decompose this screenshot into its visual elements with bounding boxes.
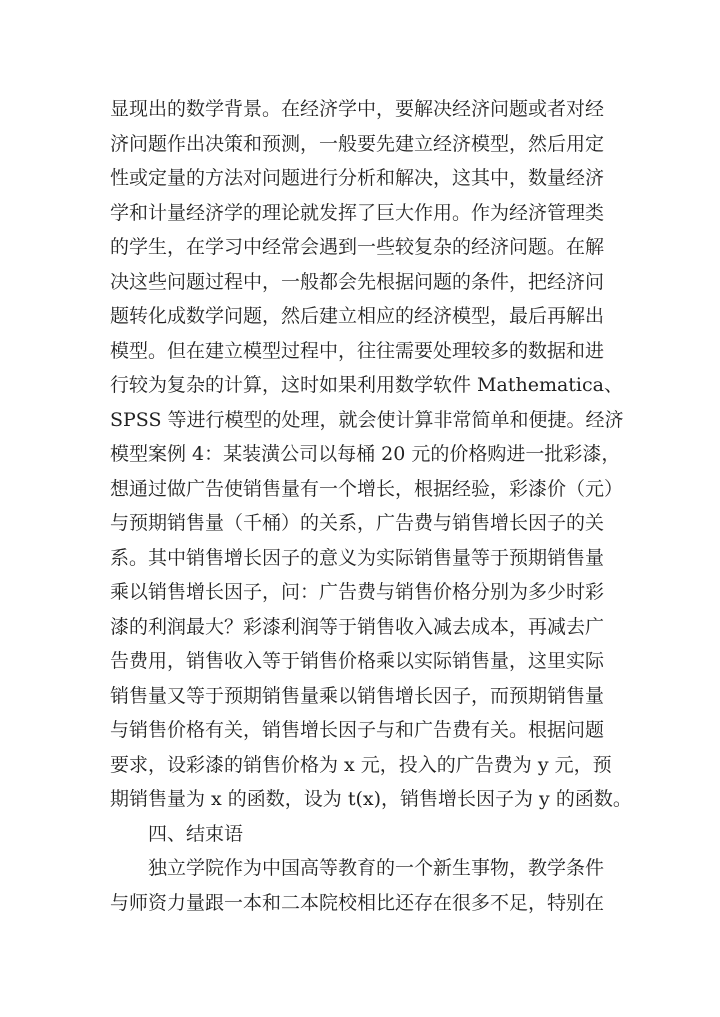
- conclusion-line: 独立学院作为中国高等教育的一个新生事物，教学条件: [148, 857, 605, 879]
- text-line: 模型案例 4：某装潢公司以每桶 20 元的价格购进一批彩漆，: [110, 443, 621, 465]
- text-line: 乘以销售增长因子，问：广告费与销售价格分别为多少时彩: [110, 581, 605, 603]
- text-line: 要求，设彩漆的销售价格为 x 元，投入的广告费为 y 元，预: [110, 753, 612, 776]
- text-line: 销售量又等于预期销售量乘以销售增长因子，而预期销售量: [110, 684, 605, 707]
- text-line: 行较为复杂的计算，这时如果利用数学软件 Mathematica、: [110, 374, 623, 396]
- text-line: 的学生，在学习中经常会遇到一些较复杂的经济问题。在解: [110, 236, 605, 258]
- text-line: 与预期销售量（千桶）的关系，广告费与销售增长因子的关: [110, 512, 605, 534]
- text-line: 学和计量经济学的理论就发挥了巨大作用。作为经济管理类: [110, 201, 605, 224]
- text-line: 想通过做广告使销售量有一个增长，根据经验，彩漆价（元）: [110, 477, 624, 500]
- text-line: 题转化成数学问题，然后建立相应的经济模型，最后再解出: [110, 305, 605, 327]
- text-line: 系。其中销售增长因子的意义为实际销售量等于预期销售量: [110, 546, 605, 569]
- section-heading: 四、结束语: [148, 822, 244, 845]
- text-line: 漆的利润最大？彩漆利润等于销售收入减去成本，再减去广: [110, 615, 605, 638]
- conclusion-line: 与师资力量跟一本和二本院校相比还存在很多不足，特别在: [110, 891, 605, 914]
- text-line: 性或定量的方法对问题进行分析和解决，这其中，数量经济: [110, 167, 605, 189]
- text-line: 告费用，销售收入等于销售价格乘以实际销售量，这里实际: [110, 650, 605, 672]
- text-line: SPSS 等进行模型的处理，就会使计算非常简单和便捷。经济: [110, 408, 624, 431]
- text-line: 模型。但在建立模型过程中，往往需要处理较多的数据和进: [110, 339, 605, 362]
- text-line: 济问题作出决策和预测，一般要先建立经济模型，然后用定: [110, 132, 605, 155]
- text-line: 与销售价格有关，销售增长因子与和广告费有关。根据问题: [110, 719, 605, 741]
- body-text: [110, 92, 630, 920]
- text-line: 显现出的数学背景。在经济学中，要解决经济问题或者对经: [110, 98, 605, 120]
- text-line: 决这些问题过程中，一般都会先根据问题的条件，把经济问: [110, 270, 605, 293]
- text-line: 期销售量为 x 的函数，设为 t(x)，销售增长因子为 y 的函数。: [110, 788, 632, 810]
